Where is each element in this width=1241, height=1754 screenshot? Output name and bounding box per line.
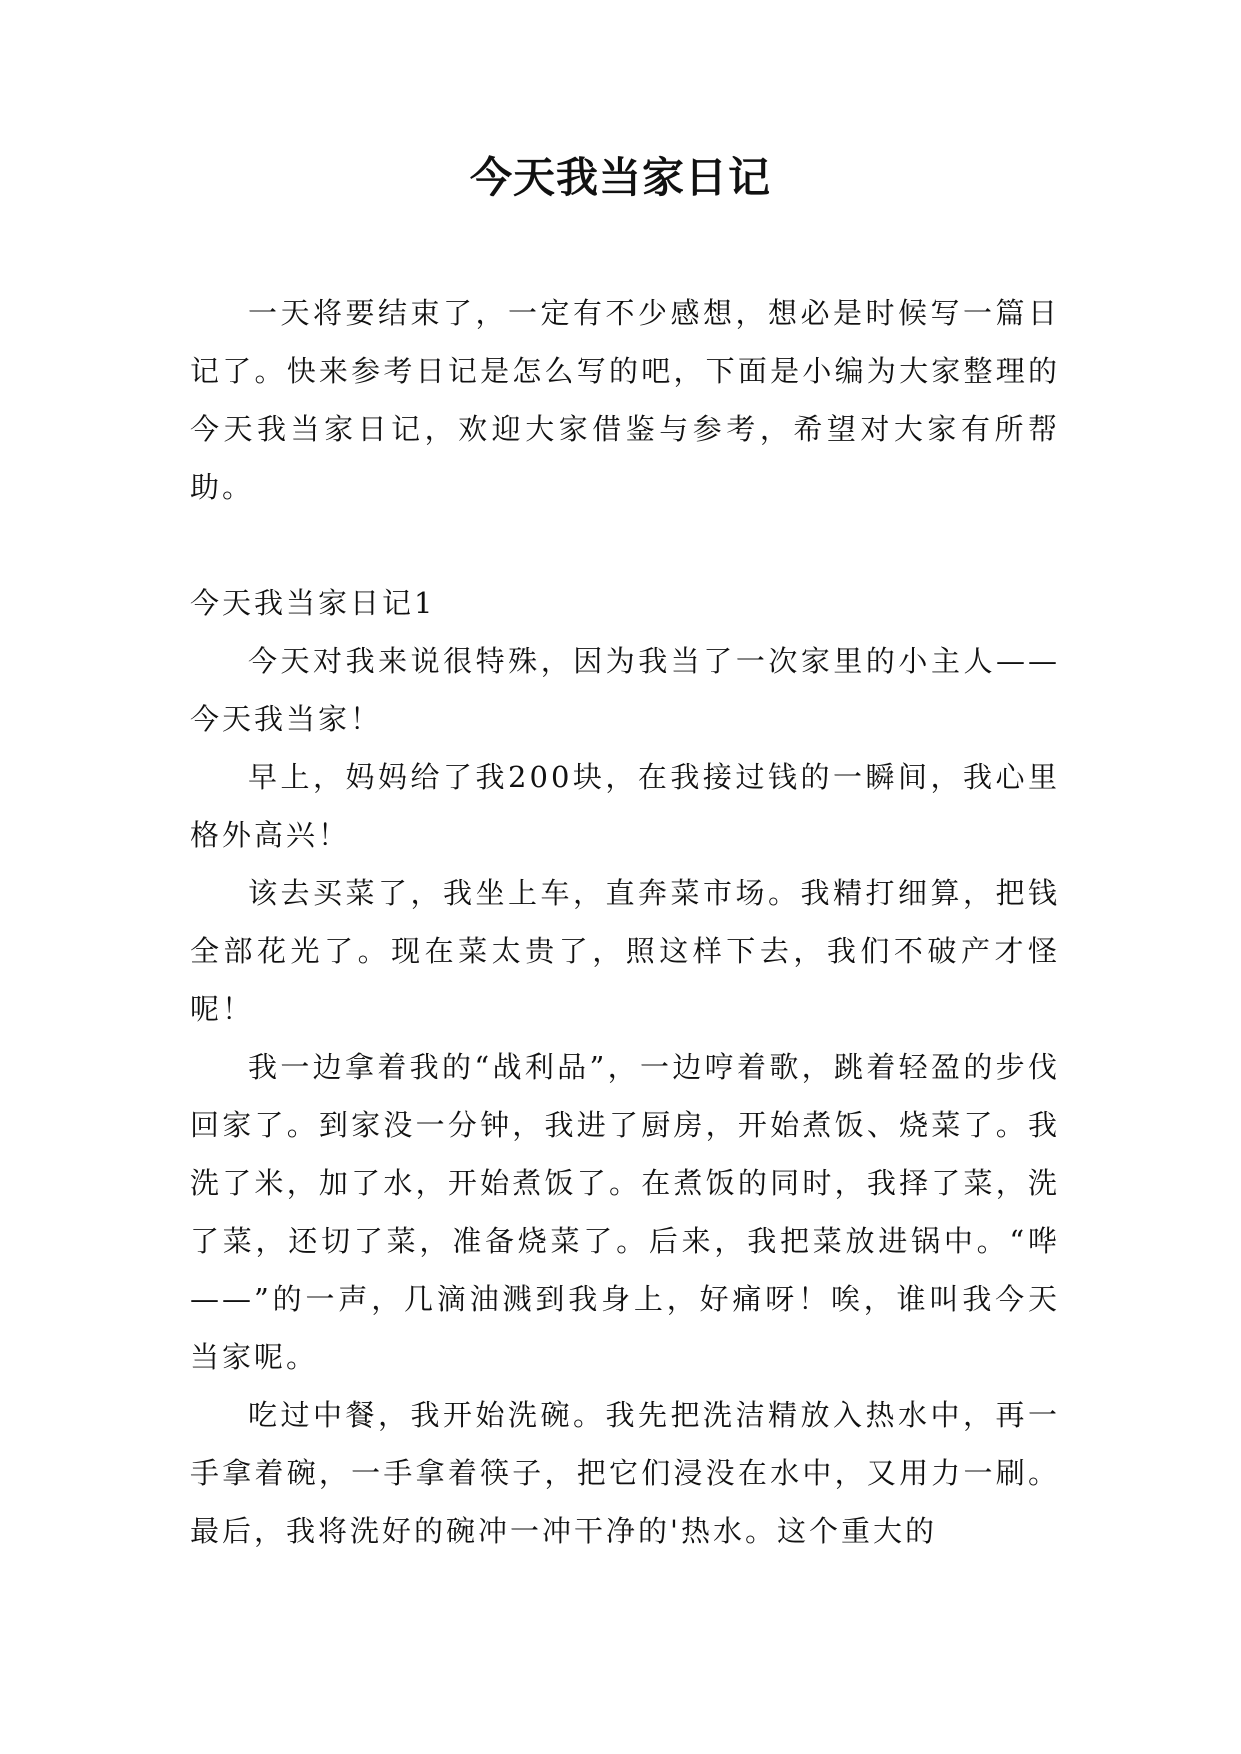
body-paragraph: 我一边拿着我的“战利品”，一边哼着歌，跳着轻盈的步伐回家了。到家没一分钟，我进了厨房，开始煮饭、烧菜了。我洗了米，加了水，开始煮饭了。在煮饭的同时，我择了菜，洗了菜，还切了菜，准备烧菜了。后来，我把菜放进锅中。“哗——”的一声，几滴油溅到我身上，好痛呀！唉，谁叫我今天当家呢。 — [190, 1050, 1060, 1374]
body-paragraph: 早上，妈妈给了我200块，在我接过钱的一瞬间，我心里格外高兴！ — [190, 760, 1060, 852]
body-paragraph: 今天对我来说很特殊，因为我当了一次家里的小主人——今天我当家！ — [190, 644, 1060, 736]
body-paragraph: 吃过中餐，我开始洗碗。我先把洗洁精放入热水中，再一手拿着碗，一手拿着筷子，把它们浸没在水中，又用力一刷。最后，我将洗好的碗冲一冲干净的'热水。这个重大的 — [190, 1398, 1060, 1548]
intro-paragraph: 一天将要结束了，一定有不少感想，想必是时候写一篇日记了。快来参考日记是怎么写的吧，下面是小编为大家整理的今天我当家日记，欢迎大家借鉴与参考，希望对大家有所帮助。 — [190, 296, 1060, 504]
document-body — [190, 284, 1060, 1560]
paragraph-spacer — [190, 516, 1060, 574]
page-title: 今天我当家日记 — [469, 153, 771, 202]
body-paragraph: 该去买菜了，我坐上车，直奔菜市场。我精打细算，把钱全部花光了。现在菜太贵了，照这样下去，我们不破产才怪呢！ — [190, 876, 1060, 1026]
section-heading: 今天我当家日记1 — [190, 586, 436, 620]
